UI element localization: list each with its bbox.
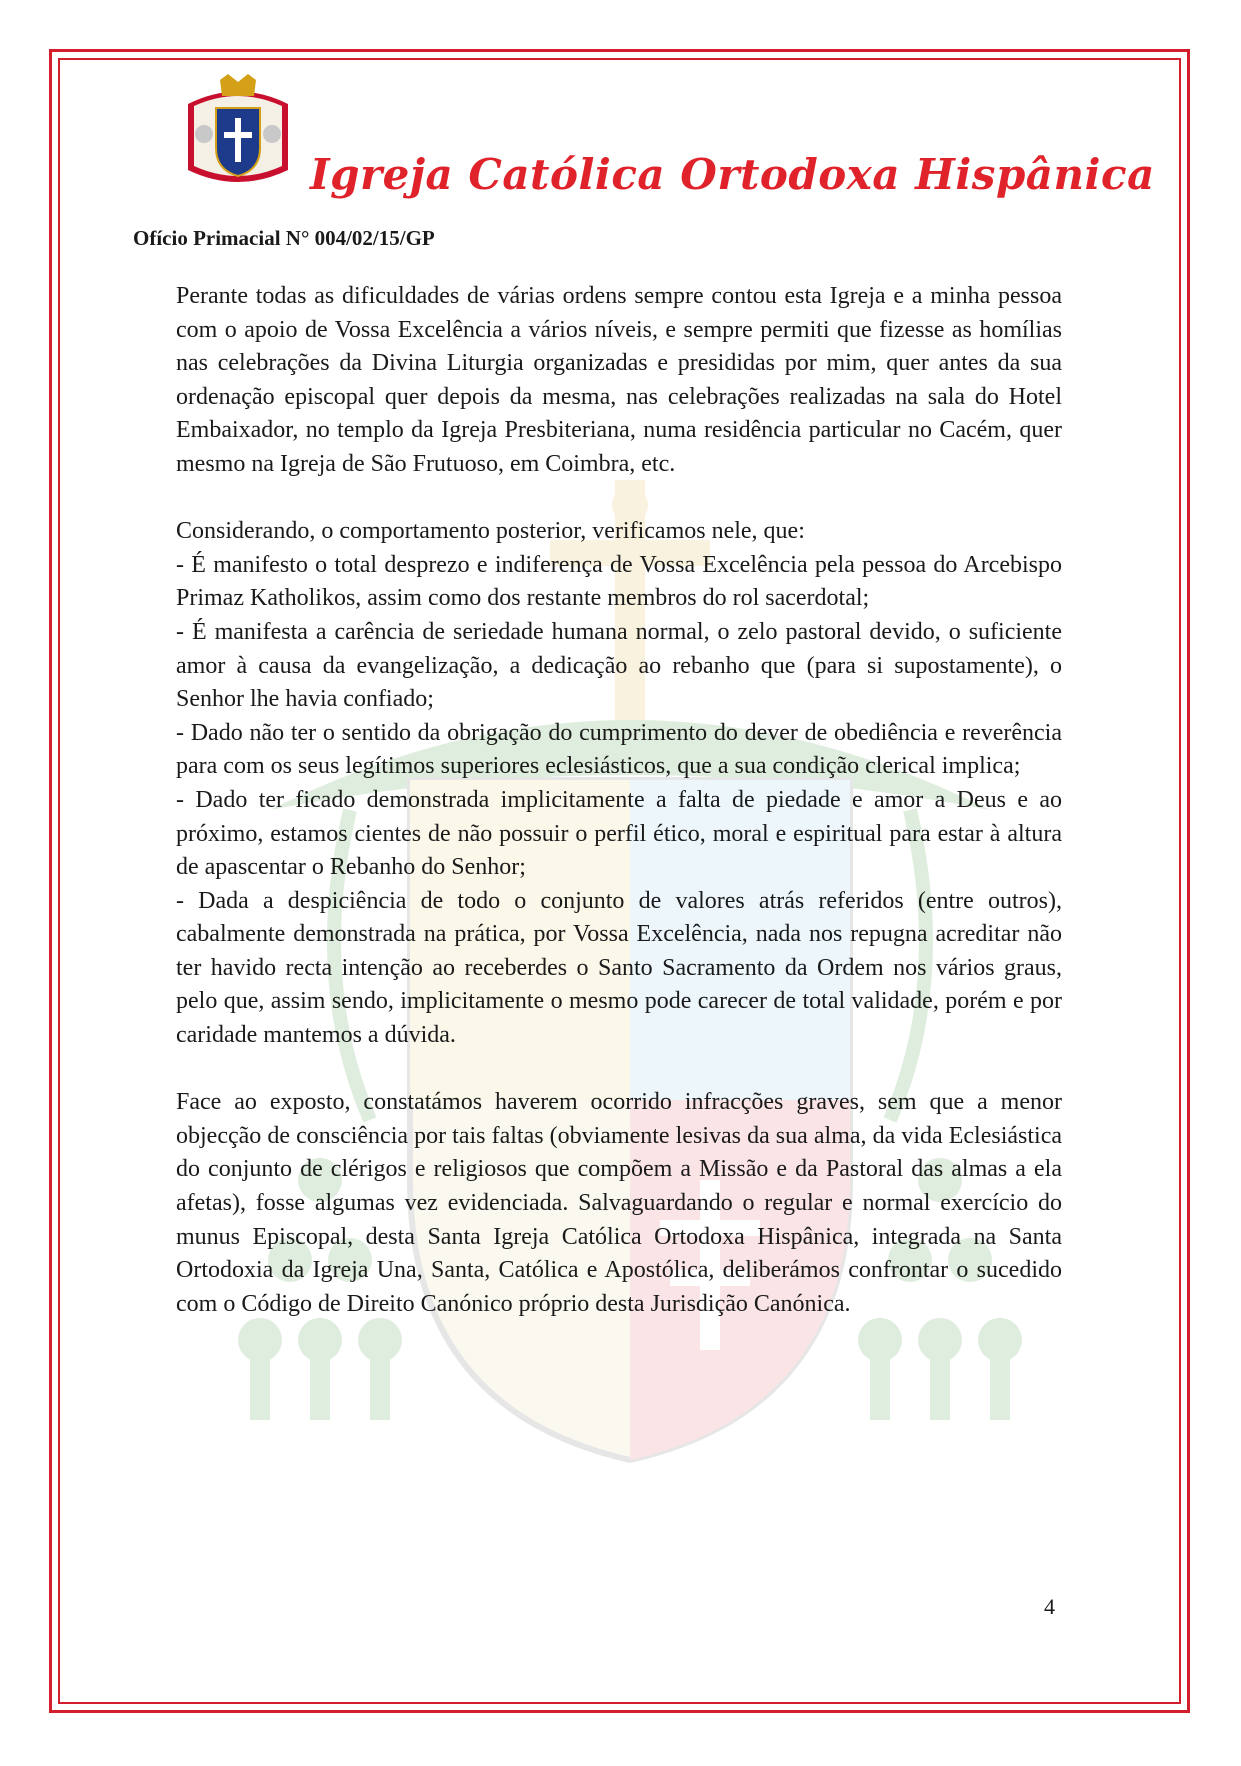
list-item: - Dado ter ficado demonstrada implicitamente a falta de piedade e amor a Deus e ao próximo, estamos cientes de não possuir o perfil ético, moral e espiritual para estar à altura de apascentar o Rebanho do Senhor; bbox=[176, 786, 1062, 881]
paragraph: Perante todas as dificuldades de várias ordens sempre contou esta Igreja e a minha pessoa com o apoio de Vossa Excelência a vários níveis, e sempre permiti que fizesse as homílias nas celebrações da Divina Liturgia organizadas e presididas por mim, quer antes da sua ordenação episcopal quer depois da mesma, nas celebrações realizadas na sala do Hotel Embaixador, no templo da Igreja Presbiteriana, numa residência particular no Cacém, quer mesmo na Igreja de São Frutuoso, em Coimbra, etc. bbox=[176, 283, 1062, 477]
list-item: - Dado não ter o sentido da obrigação do cumprimento do dever de obediência e reverência para com os seus legítimos superiores eclesiásticos, que a sua condição clerical implica; bbox=[176, 719, 1062, 780]
paragraph-spacer bbox=[176, 1053, 1062, 1087]
list-item: - Dada a despiciência de todo o conjunto de valores atrás referidos (entre outros), cabalmente demonstrada na prática, por Vossa Excelência, nada nos repugna acreditar não ter havido recta intenção ao receberdes o Santo Sacramento da Ordem nos vários graus, pelo que, assim sendo, implicitamente o mesmo pode carecer de total validade, porém e por caridade mantemos a dúvida. bbox=[176, 887, 1062, 1049]
church-name-title: Igreja Católica Ortodoxa Hispânica bbox=[310, 150, 1155, 199]
letter-body bbox=[176, 280, 1062, 1321]
coat-of-arms-icon bbox=[178, 74, 298, 190]
paragraph: Considerando, o comportamento posterior, verificamos nele, que: bbox=[176, 518, 805, 545]
page-number: 4 bbox=[1044, 1594, 1055, 1619]
office-reference: Ofício Primacial N° 004/02/15/GP bbox=[133, 226, 435, 250]
paragraph: Face ao exposto, constatámos haverem ocorrido infracções graves, sem que a menor objecção de consciência por tais faltas (obviamente lesivas da sua alma, da vida Eclesiástica do conjunto de clérigos e religiosos que compõem a Missão e da Pastoral das almas a ela afetas), fosse algumas vez evidenciada. Salvaguardando o regular e normal exercício do munus Episcopal, desta Santa Igreja Católica Ortodoxa Hispânica, integrada na Santa Ortodoxia da Igreja Una, Santa, Católica e Apostólica, deliberámos confrontar o sucedido com o Código de Direito Canónico próprio desta Jurisdição Canónica. bbox=[176, 1089, 1062, 1317]
list-item: - É manifesto o total desprezo e indiferença de Vossa Excelência pela pessoa do Arcebispo Primaz Katholikos, assim como dos restante membros do rol sacerdotal; bbox=[176, 551, 1062, 612]
list-item: - É manifesta a carência de seriedade humana normal, o zelo pastoral devido, o suficiente amor à causa da evangelização, a dedicação ao rebanho que (para si supostamente), o Senhor lhe havia confiado; bbox=[176, 618, 1062, 713]
paragraph-spacer bbox=[176, 482, 1062, 516]
